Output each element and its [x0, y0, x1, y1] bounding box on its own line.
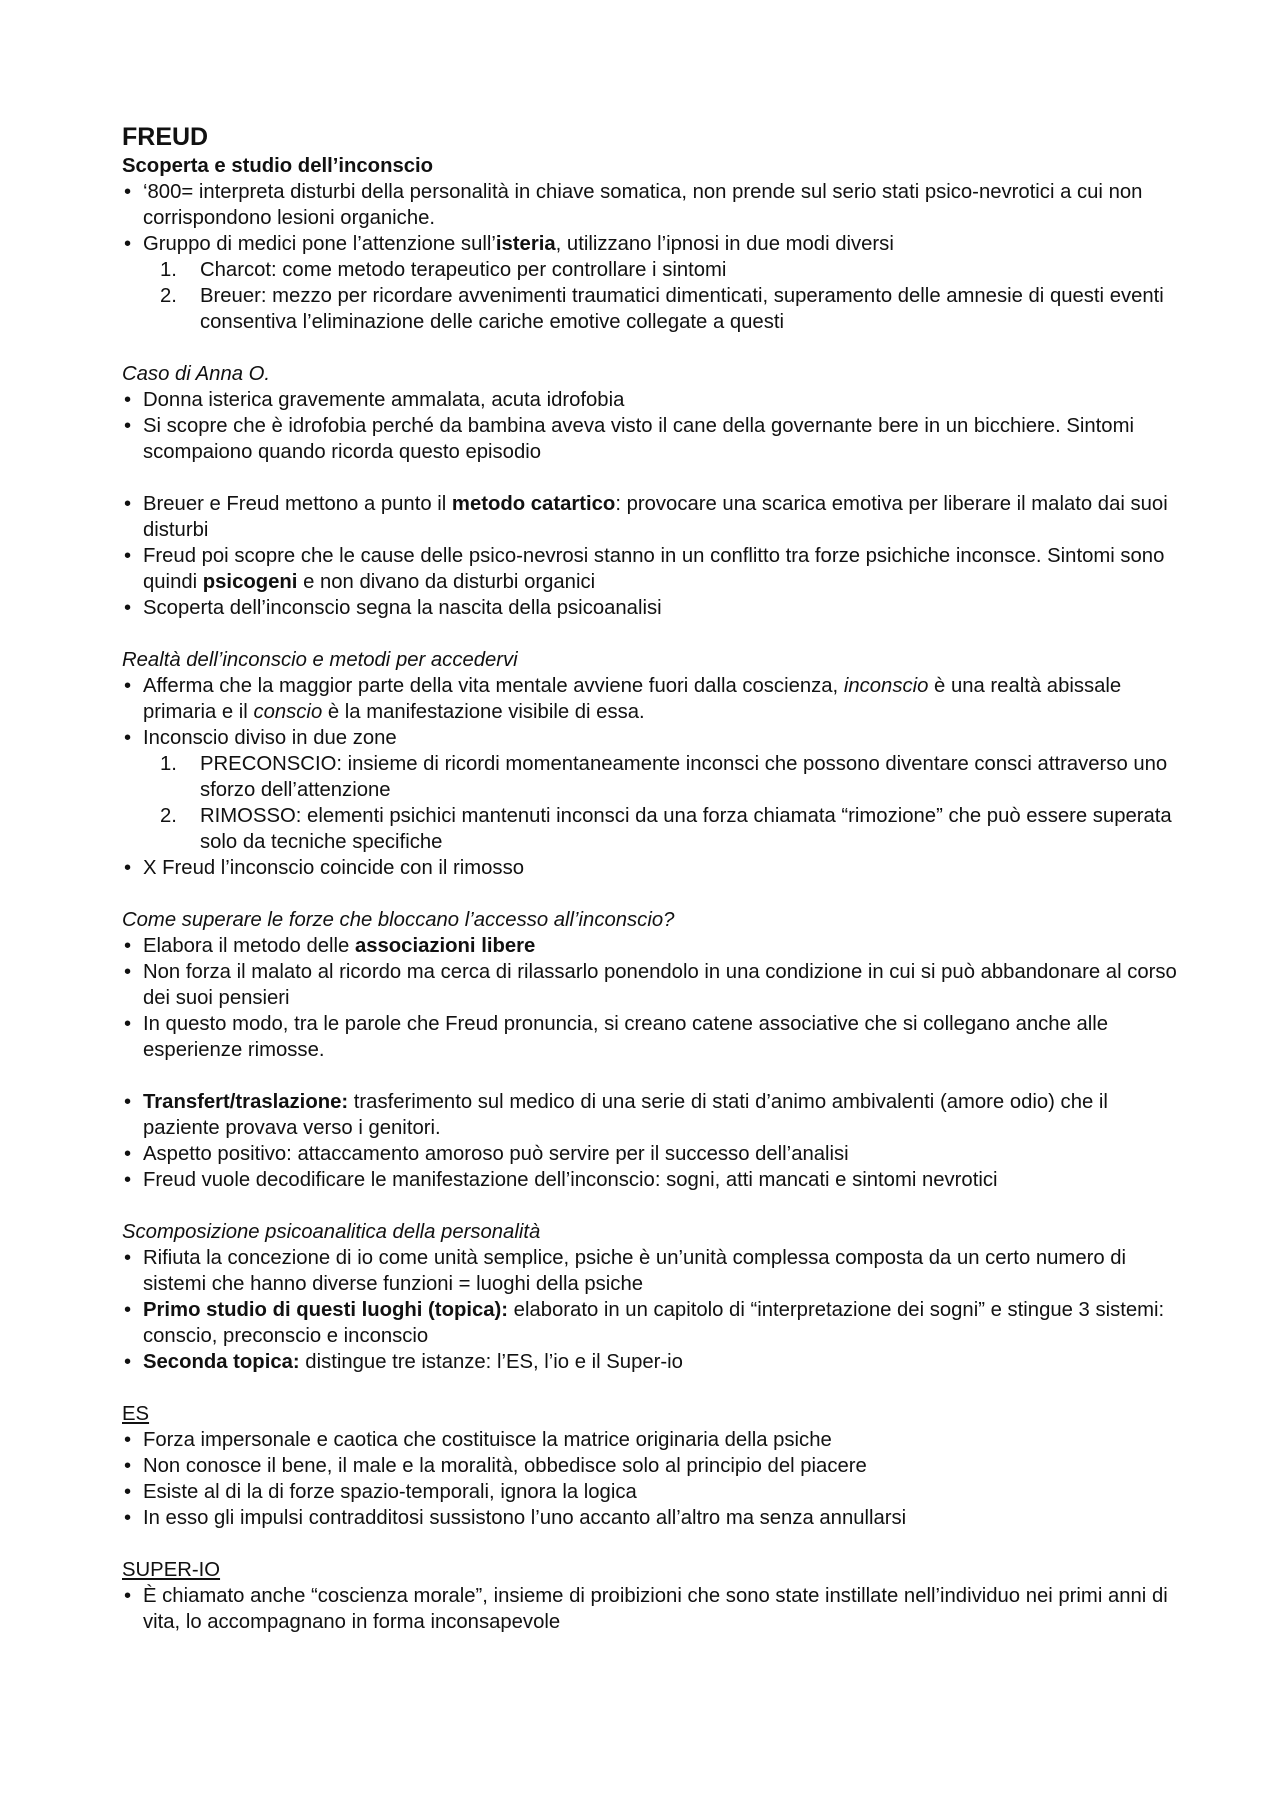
bullet-icon: • [124, 857, 132, 879]
list-item: • Rifiuta la concezione di io come unità semplice, psiche è un’unità complessa composta da un certo numero di sistemi che hanno diverse funzioni = luoghi della psiche [124, 1247, 1127, 1295]
section-superare [122, 907, 1182, 1063]
section-scomposizione [122, 1219, 1182, 1375]
bullet-icon: • [124, 389, 132, 411]
list-item: • Elabora il metodo delle associazioni libere [124, 935, 536, 957]
document-page [122, 122, 1182, 1635]
list-item: • Non conosce il bene, il male e la moralità, obbedisce solo al principio del piacere [124, 1455, 867, 1477]
bullet-icon: • [124, 545, 132, 567]
list-item: • Si scopre che è idrofobia perché da bambina aveva visto il cane della governante bere in un bicchiere. Sintomi scompaiono quando ricorda questo episodio [124, 415, 1134, 463]
list-item: • Non forza il malato al ricordo ma cerca di rilassarlo ponendolo in una condizione in cui si può abbandonare al corso dei suoi pensieri [124, 961, 1177, 1009]
list-item: • Breuer e Freud mettono a punto il metodo catartico: provocare una scarica emotiva per liberare il malato dai suoi disturbi [124, 493, 1168, 541]
bullet-icon: • [124, 727, 132, 749]
list-item: • Forza impersonale e caotica che costituisce la matrice originaria della psiche [124, 1429, 832, 1451]
bullet-icon: • [124, 1247, 132, 1269]
bullet-icon: • [124, 233, 132, 255]
intro-list [122, 179, 1182, 335]
list-item: • X Freud l’inconscio coincide con il rimosso [124, 857, 524, 879]
list-item: • Primo studio di questi luoghi (topica): elaborato in un capitolo di “interpretazione dei sogni” e stingue 3 sistemi: conscio, preconscio e inconscio [124, 1299, 1165, 1347]
bullet-icon: • [124, 1455, 132, 1477]
section-transfert [122, 1089, 1182, 1193]
bullet-icon: • [124, 961, 132, 983]
list-item: • È chiamato anche “coscienza morale”, insieme di proibizioni che sono state instillate nell’individuo nei primi anni di vita, lo accompagnano in forma inconsapevole [124, 1585, 1168, 1633]
bullet-icon: • [124, 415, 132, 437]
list-item: • ‘800= interpreta disturbi della personalità in chiave somatica, non prende sul serio stati psico-nevrotici a cui non corrispondono lesioni organiche. [124, 181, 1143, 229]
list-item: • Donna isterica gravemente ammalata, acuta idrofobia [124, 389, 625, 411]
list-item: • Seconda topica: distingue tre istanze: l’ES, l’io e il Super-io [124, 1351, 683, 1373]
bullet-icon: • [124, 597, 132, 619]
list-item: • Inconscio diviso in due zone [124, 727, 397, 749]
list-item: • Afferma che la maggior parte della vita mentale avviene fuori dalla coscienza, inconscio è una realtà abissale primaria e il conscio è la manifestazione visibile di essa. [124, 675, 1122, 723]
list-item: • Aspetto positivo: attaccamento amoroso può servire per il successo dell’analisi [124, 1143, 849, 1165]
list-item: • Freud vuole decodificare le manifestazione dell’inconscio: sogni, atti mancati e sintomi nevrotici [124, 1169, 998, 1191]
section-realta [122, 647, 1182, 881]
bullet-icon: • [124, 1585, 132, 1607]
list-item: • Esiste al di la di forze spazio-temporali, ignora la logica [124, 1481, 637, 1503]
numbered-item: 1. Charcot: come metodo terapeutico per controllare i sintomi [160, 259, 727, 281]
bullet-icon: • [124, 1169, 132, 1191]
bullet-icon: • [124, 935, 132, 957]
section-heading: Caso di Anna O. [122, 363, 271, 385]
section-heading: Come superare le forze che bloccano l’accesso all’inconscio? [122, 909, 675, 931]
bullet-icon: • [124, 1013, 132, 1035]
section-subtitle: Scoperta e studio dell’inconscio [122, 155, 434, 177]
numbered-item: 2. Breuer: mezzo per ricordare avvenimenti traumatici dimenticati, superamento delle amnesie di questi eventi consentiva l’eliminazione delle cariche emotive collegate a questi [160, 285, 1164, 333]
section-heading: Realtà dell’inconscio e metodi per accedervi [122, 649, 518, 671]
numbered-item: 2. RIMOSSO: elementi psichici mantenuti inconsci da una forza chiamata “rimozione” che può essere superata solo da tecniche specifiche [160, 805, 1172, 853]
document-title: FREUD [122, 123, 209, 151]
bullet-icon: • [124, 1143, 132, 1165]
list-item: • Gruppo di medici pone l’attenzione sull’isteria, utilizzano l’ipnosi in due modi diversi [124, 233, 894, 255]
numbered-item: 1. PRECONSCIO: insieme di ricordi momentaneamente inconsci che possono diventare consci attraverso uno sforzo dell’attenzione [160, 753, 1168, 801]
bullet-icon: • [124, 493, 132, 515]
section-anna [122, 361, 1182, 465]
bullet-icon: • [124, 181, 132, 203]
bullet-icon: • [124, 1429, 132, 1451]
list-item: • Freud poi scopre che le cause delle psico-nevrosi stanno in un conflitto tra forze psichiche inconsce. Sintomi sono quindi psicogeni e non divano da disturbi organici [124, 545, 1165, 593]
section-heading: ES [122, 1403, 150, 1425]
bullet-icon: • [124, 1091, 132, 1113]
bullet-icon: • [124, 1507, 132, 1529]
list-item: • Scoperta dell’inconscio segna la nascita della psicoanalisi [124, 597, 662, 619]
section-heading: SUPER-IO [122, 1559, 221, 1581]
bullet-icon: • [124, 1299, 132, 1321]
section-es [122, 1401, 1182, 1531]
section-catartico [122, 491, 1182, 621]
section-super-io [122, 1557, 1182, 1635]
section-heading: Scomposizione psicoanalitica della personalità [122, 1221, 541, 1243]
list-item: • In questo modo, tra le parole che Freud pronuncia, si creano catene associative che si collegano anche alle esperienze rimosse. [124, 1013, 1109, 1061]
list-item: • Transfert/traslazione: trasferimento sul medico di una serie di stati d’animo ambivalenti (amore odio) che il paziente provava verso i genitori. [124, 1091, 1108, 1139]
bullet-icon: • [124, 1481, 132, 1503]
list-item: • In esso gli impulsi contradditosi sussistono l’uno accanto all’altro ma senza annullarsi [124, 1507, 907, 1529]
bullet-icon: • [124, 1351, 132, 1373]
bullet-icon: • [124, 675, 132, 697]
